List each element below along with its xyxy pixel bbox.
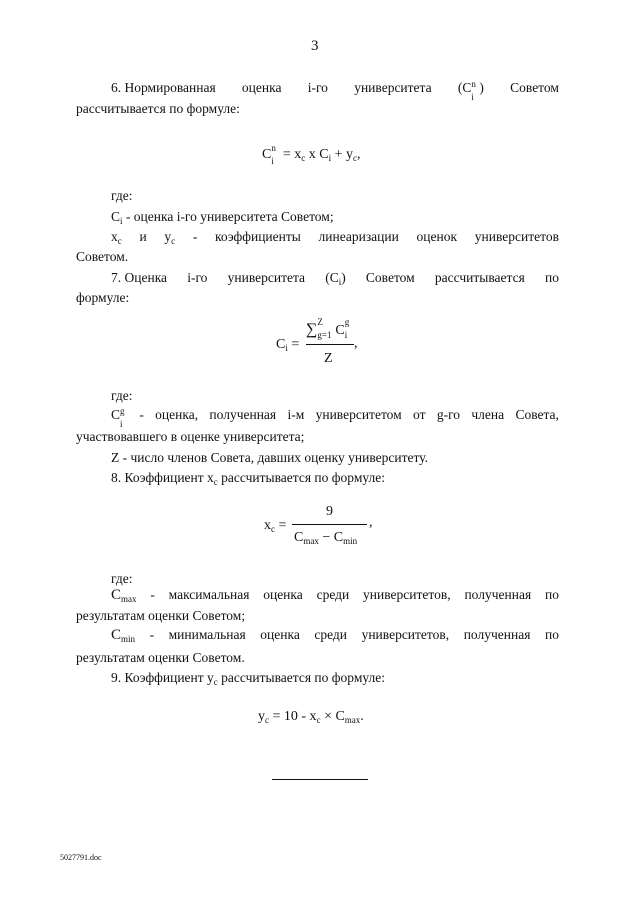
inline-symbol: (C n i ) bbox=[457, 79, 484, 102]
item8-def2: $C_{min}$ - минимальная оценка среди университетов, полученная по bbox=[111, 627, 559, 644]
formula-normalized-score: C n i = $x_c$ x $C_i + y_c$, bbox=[262, 143, 361, 166]
formula-tail: , bbox=[354, 336, 358, 351]
formula-denominator: $C_{max} - C_{min}$ bbox=[294, 530, 358, 546]
item7-line1: 7. Оценка i-го университета $(C_i)$ Советом рассчитывается по bbox=[111, 270, 559, 287]
item8-def2-line2: результатам оценки Советом. bbox=[76, 650, 245, 665]
formula-tail: , bbox=[369, 515, 373, 530]
formula-denominator: Z bbox=[324, 351, 333, 366]
where-label: где: bbox=[111, 388, 133, 403]
formula-yc: $y_c = 10 - x_c \times C_{max}$. bbox=[258, 709, 364, 725]
item6-def1: $C_i$ - оценка i-го университета Советом; bbox=[111, 209, 334, 226]
where-label: где: bbox=[111, 571, 133, 586]
page-number: 3 bbox=[311, 38, 319, 54]
word: университета bbox=[354, 80, 432, 95]
footer-rule bbox=[272, 779, 368, 780]
item7-def1-line2: участвовавшего в оценке университета; bbox=[76, 429, 305, 444]
item6-def2: $x_c$ и $y_c$ - коэффициенты линеаризации оценок университетов bbox=[111, 229, 559, 246]
item6-line2: рассчитывается по формуле: bbox=[76, 101, 240, 116]
item8-def1-line2: результатам оценки Советом; bbox=[76, 608, 246, 623]
item9-line1: 9. Коэффициент $y_c$ рассчитывается по формуле: bbox=[111, 670, 386, 687]
formula-lhs: $x_c$ = bbox=[264, 518, 287, 534]
item8-line1: 8. Коэффициент $x_c$ рассчитывается по формуле: bbox=[111, 470, 386, 487]
item6-def2-line2: Советом. bbox=[76, 249, 129, 264]
fraction-bar bbox=[306, 344, 354, 345]
formula-lhs: $C_i$ = bbox=[276, 337, 300, 353]
item7-def2: Z - число членов Совета, давших оценку университету. bbox=[111, 450, 428, 465]
word: оценка bbox=[241, 80, 282, 95]
word: i-го bbox=[307, 80, 328, 95]
fraction-bar bbox=[292, 524, 367, 525]
formula-numerator: ∑ Z g=1 C g i bbox=[306, 317, 350, 340]
where-label: где: bbox=[111, 188, 133, 203]
formula-numerator: 9 bbox=[326, 504, 333, 519]
word: 6. Нормированная bbox=[111, 80, 216, 95]
word: Советом bbox=[510, 80, 559, 95]
item6-line1 bbox=[111, 79, 559, 102]
item8-def1: $C_{max}$ - максимальная оценка среди университетов, полученная по bbox=[111, 587, 559, 604]
item7-def1: C g i - оценка, полученная i-м университетом от g-го члена Совета, bbox=[111, 406, 559, 429]
item7-line2: формуле: bbox=[76, 290, 130, 305]
footer-doc-name: 5027791.doc bbox=[60, 853, 102, 862]
